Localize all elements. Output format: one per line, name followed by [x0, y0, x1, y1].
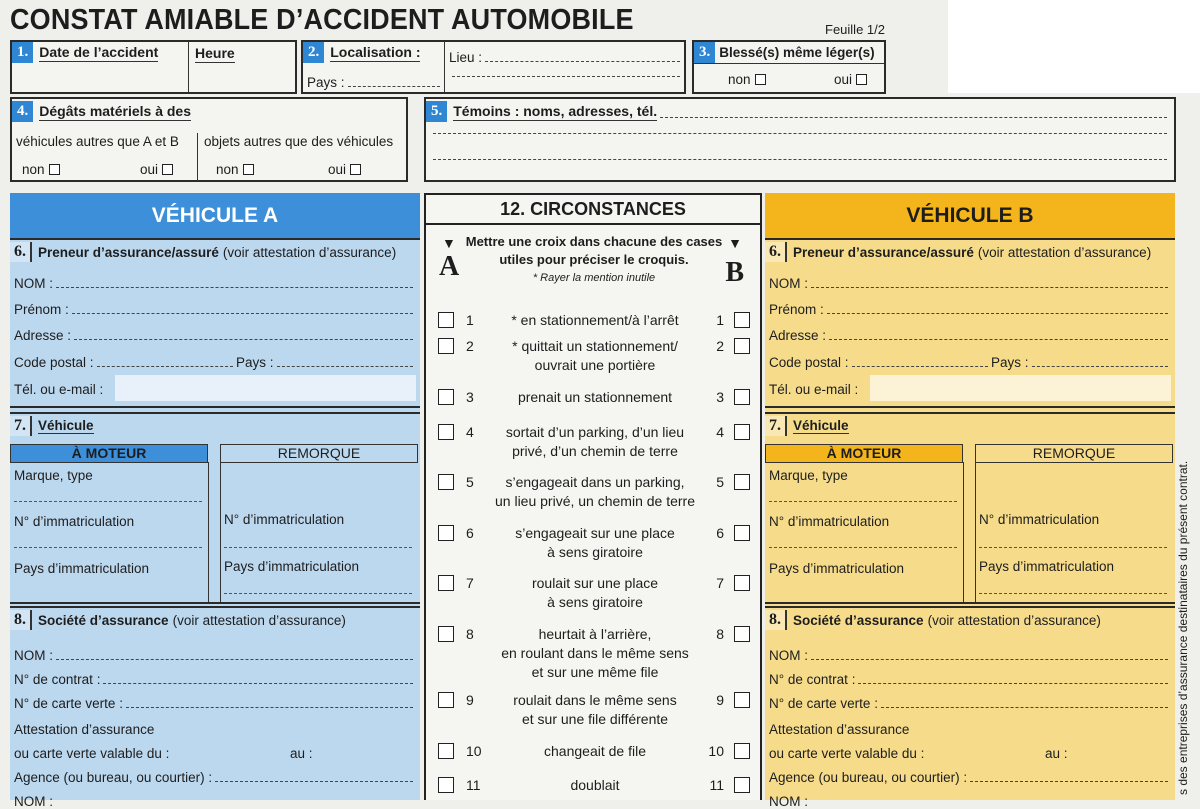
agence-field-label: Agence (ou bureau, ou courtier) : [769, 770, 968, 785]
remorque-header: REMORQUE [220, 444, 418, 463]
adresse-field-label: Adresse : [14, 328, 72, 343]
circumstance-row-2 [426, 335, 764, 375]
circumstance-text [488, 524, 702, 562]
circumstance-row-3 [426, 386, 764, 407]
column-a-label: A [439, 251, 460, 282]
column-divider [220, 462, 221, 602]
number-a: 6 [466, 525, 474, 541]
section-number: 7. [10, 416, 32, 436]
assureur-nom-field-label: NOM : [769, 648, 808, 663]
text-line: roulait sur une place [531, 575, 659, 591]
valable-du-field[interactable]: ou carte verte valable du : [14, 746, 170, 761]
assurance-label: Société d’assurance [793, 612, 924, 628]
circumstance-text [488, 574, 702, 612]
code-postal-field[interactable] [769, 355, 1171, 370]
dotted-line [852, 366, 988, 367]
section-7-vehicule [10, 412, 420, 604]
checkbox-a[interactable] [438, 777, 454, 793]
tel-field[interactable] [14, 375, 416, 401]
section-8-assurance [765, 606, 1175, 809]
checkbox-a[interactable] [438, 389, 454, 405]
checkbox-a[interactable] [438, 692, 454, 708]
instruction-note: * Rayer la mention inutile [532, 272, 656, 284]
checkbox[interactable] [350, 164, 361, 175]
immat-label: N° d’immatriculation [14, 514, 135, 529]
preneur-note: (voir attestation d’assurance) [222, 244, 397, 260]
number-b: 6 [716, 525, 724, 541]
number-b: 3 [716, 389, 724, 405]
contrat-field-label: N° de contrat : [14, 672, 101, 687]
circumstance-row-9 [426, 689, 764, 729]
tel-field[interactable] [769, 375, 1171, 401]
vehicule-label: Véhicule [38, 418, 94, 433]
text-line: sortait d’un parking, d’un lieu [505, 424, 685, 440]
degats-label: Dégâts matériels à des [39, 102, 191, 119]
number-a: 2 [466, 338, 474, 354]
adresse-field[interactable] [769, 328, 1171, 343]
agence-field[interactable] [769, 770, 1171, 785]
preneur-label: Preneur d’assurance/assuré [38, 244, 219, 260]
vehicules-oui[interactable] [140, 162, 173, 177]
date-input[interactable] [16, 70, 182, 90]
checkbox-b[interactable] [734, 525, 750, 541]
vehicle-header: VÉHICULE A [10, 193, 420, 238]
contrat-field[interactable] [14, 672, 416, 687]
remorque-immat-label: N° d’immatriculation [224, 512, 345, 527]
pays-immat-label: Pays d’immatriculation [14, 561, 150, 576]
number-b: 5 [716, 474, 724, 490]
text-line: heurtait à l’arrière, [538, 626, 652, 642]
checkbox-a[interactable] [438, 474, 454, 490]
text-line: s’engageait dans un parking, [505, 474, 685, 490]
checkbox[interactable] [162, 164, 173, 175]
carte-verte-field[interactable] [14, 696, 416, 711]
circumstance-row-4 [426, 421, 764, 461]
checkbox-b[interactable] [734, 312, 750, 328]
nom-field-label: NOM : [14, 276, 53, 291]
dotted-line [56, 287, 413, 288]
dotted-line [811, 287, 1168, 288]
number-a: 10 [466, 743, 482, 759]
oui-label: oui [328, 162, 347, 177]
objets-non[interactable] [216, 162, 254, 177]
dotted-line [970, 781, 1168, 782]
pays-label: Pays : [307, 75, 345, 90]
temoins-label: Témoins : noms, adresses, tél. [453, 102, 658, 119]
column-divider [975, 462, 976, 602]
dotted-line [74, 339, 413, 340]
number-a: 3 [466, 389, 474, 405]
remorque-pays-label: Pays d’immatriculation [979, 559, 1115, 574]
non-label: non [728, 72, 751, 87]
dotted-line [277, 366, 413, 367]
text-line: à sens giratoire [547, 544, 643, 560]
marque-label: Marque, type [14, 468, 93, 483]
section-header [10, 610, 346, 630]
tel-input[interactable] [115, 375, 416, 401]
immat-label: N° d’immatriculation [769, 514, 890, 529]
section-number: 1. [12, 42, 33, 63]
temoins-field[interactable] [426, 101, 1170, 122]
checkbox[interactable] [243, 164, 254, 175]
checkbox-a[interactable] [438, 424, 454, 440]
circumstance-row-8 [426, 623, 764, 682]
adresse-field[interactable] [14, 328, 416, 343]
assureur-nom-field[interactable] [14, 648, 416, 663]
dotted-line [215, 781, 413, 782]
instruction-line-1: Mettre une croix dans chacune des cases [465, 234, 723, 249]
circumstance-text [488, 337, 702, 375]
section-header [765, 610, 1101, 630]
dotted-line [126, 707, 413, 708]
checkbox-b[interactable] [734, 777, 750, 793]
text-line: * quittait un stationnement/ [512, 338, 678, 354]
text-line: doublait [570, 777, 620, 793]
section-8-assurance [10, 606, 420, 809]
section-5-temoins [424, 97, 1176, 182]
non-label: non [22, 162, 45, 177]
code-postal-field-label: Code postal : [14, 355, 94, 370]
instruction-line-2: utiles pour préciser le croquis. [499, 252, 689, 267]
checkbox-a[interactable] [438, 626, 454, 642]
section-number: 8. [765, 610, 787, 630]
assureur-nom-field-label: NOM : [14, 648, 53, 663]
checkbox-a[interactable] [438, 575, 454, 591]
section-2-localisation [301, 40, 686, 94]
number-b: 4 [716, 424, 724, 440]
assureur-nom-field[interactable] [769, 648, 1171, 663]
marque-label: Marque, type [769, 468, 848, 483]
number-a: 7 [466, 575, 474, 591]
assurance-note: (voir attestation d’assurance) [172, 612, 346, 628]
text-line: et sur une file différente [521, 711, 669, 727]
valable-du-field[interactable]: ou carte verte valable du : [769, 746, 925, 761]
blesses-label: Blessé(s) même léger(s) [719, 45, 875, 60]
dotted-line [811, 659, 1168, 660]
section-header [765, 242, 1151, 262]
prenom-field[interactable] [769, 302, 1171, 317]
circumstance-text [488, 742, 702, 761]
sheet-number: Feuille 1/2 [825, 22, 885, 37]
assurance-label: Société d’assurance [38, 612, 169, 628]
remorque-pays-input[interactable] [979, 578, 1167, 594]
section-1-date [10, 40, 297, 94]
number-b: 1 [716, 312, 724, 328]
circumstance-row-5 [426, 471, 764, 511]
circumstance-text [488, 625, 702, 682]
valable-au-field[interactable]: au : [1045, 746, 1068, 761]
remorque-pays-input[interactable] [224, 578, 412, 594]
number-b: 10 [708, 743, 724, 759]
tel-input[interactable] [870, 375, 1171, 401]
assurance-note: (voir attestation d’assurance) [927, 612, 1101, 628]
preneur-note: (voir attestation d’assurance) [977, 244, 1152, 260]
checkbox-a[interactable] [438, 338, 454, 354]
non-label: non [216, 162, 239, 177]
text-line: * en stationnement/à l’arrêt [511, 312, 679, 328]
section-6-preneur [765, 238, 1175, 408]
circumstance-text [488, 423, 702, 461]
dotted-line [97, 366, 233, 367]
text-line: s’engageait sur une place [515, 525, 675, 541]
section-3-blesses [692, 40, 886, 94]
number-a: 11 [466, 777, 481, 793]
dotted-line [1032, 366, 1168, 367]
agence-field[interactable] [14, 770, 416, 785]
code-postal-field-label: Code postal : [769, 355, 849, 370]
agence-nom-label: NOM : [769, 794, 808, 809]
immat-input[interactable] [769, 532, 957, 548]
dotted-line [103, 683, 413, 684]
vehicules-non[interactable] [22, 162, 60, 177]
circumstance-text [488, 473, 702, 511]
number-a: 9 [466, 692, 474, 708]
arrow-down-icon: ▼ [728, 235, 742, 251]
checkbox-b[interactable] [734, 626, 750, 642]
checkbox-b[interactable] [734, 575, 750, 591]
section-number: 3. [694, 42, 715, 63]
number-b: 9 [716, 692, 724, 708]
text-line: ouvrait une portière [534, 357, 656, 373]
checkbox-a[interactable] [438, 743, 454, 759]
form-title: CONSTAT AMIABLE D’ACCIDENT AUTOMOBILE [10, 4, 634, 36]
preneur-label: Preneur d’assurance/assuré [793, 244, 974, 260]
circumstance-text [488, 691, 702, 729]
circumstance-text [488, 776, 702, 795]
checkbox-b[interactable] [734, 338, 750, 354]
column-divider [208, 462, 209, 602]
attestation-label: Attestation d’assurance [769, 722, 910, 737]
column-b-label: B [725, 257, 744, 288]
section-number: 5. [426, 101, 447, 122]
checkbox-b[interactable] [734, 692, 750, 708]
circumstance-text [488, 311, 702, 330]
section-number: 7. [765, 416, 787, 436]
section-7-vehicule [765, 412, 1175, 604]
prenom-field-label: Prénom : [769, 302, 824, 317]
pays-field[interactable] [307, 75, 443, 90]
section-number: 2. [303, 42, 324, 63]
col1-label: véhicules autres que A et B [16, 134, 179, 149]
attestation-label: Attestation d’assurance [14, 722, 155, 737]
number-b: 2 [716, 338, 724, 354]
col2-label: objets autres que des véhicules [204, 134, 394, 149]
column-divider [963, 462, 964, 602]
section-header [765, 416, 849, 436]
checkbox-a[interactable] [438, 312, 454, 328]
number-a: 8 [466, 626, 474, 642]
checkbox-b[interactable] [734, 474, 750, 490]
remorque-header: REMORQUE [975, 444, 1173, 463]
checkbox[interactable] [49, 164, 60, 175]
marque-input[interactable] [769, 486, 957, 502]
prenom-field-label: Prénom : [14, 302, 69, 317]
contrat-field[interactable] [769, 672, 1171, 687]
section-header [10, 416, 94, 436]
nom-field[interactable] [769, 276, 1171, 291]
contrat-field-label: N° de contrat : [769, 672, 856, 687]
side-note: s des entreprises d’assurance destinataires du présent contrat. [1176, 460, 1190, 795]
circumstance-row-11 [426, 774, 764, 795]
number-a: 4 [466, 424, 474, 440]
code-postal-field-label-2: Pays : [236, 355, 274, 370]
carte-verte-field[interactable] [769, 696, 1171, 711]
code-postal-field-label-2: Pays : [991, 355, 1029, 370]
agence-field-label: Agence (ou bureau, ou courtier) : [14, 770, 213, 785]
section-number: 4. [12, 101, 33, 122]
section-header [10, 242, 396, 262]
agence-nom-label: NOM : [14, 794, 53, 809]
remorque-immat-input[interactable] [224, 532, 412, 548]
section-number: 8. [10, 610, 32, 630]
immat-input[interactable] [14, 532, 202, 548]
circumstance-row-10 [426, 740, 764, 761]
circumstance-row-7 [426, 572, 764, 612]
tel-label: Tél. ou e-mail : [14, 382, 104, 397]
remorque-pays-label: Pays d’immatriculation [224, 559, 360, 574]
vehicle-header: VÉHICULE B [765, 193, 1175, 238]
section-6-preneur [10, 238, 420, 408]
arrow-down-icon: ▼ [442, 235, 456, 251]
remorque-immat-label: N° d’immatriculation [979, 512, 1100, 527]
prenom-field[interactable] [14, 302, 416, 317]
pays-immat-label: Pays d’immatriculation [769, 561, 905, 576]
dotted-line [881, 707, 1168, 708]
circonstances-panel [424, 193, 762, 800]
dotted-line [829, 339, 1168, 340]
blank-area [948, 0, 1200, 93]
adresse-field-label: Adresse : [769, 328, 827, 343]
blesses-oui[interactable] [834, 72, 867, 87]
text-line: et sur une même file [531, 664, 659, 680]
blesses-non[interactable] [728, 72, 766, 87]
dotted-line [827, 313, 1168, 314]
heure-label: Heure [195, 45, 235, 61]
section-number: 6. [765, 242, 787, 262]
number-a: 5 [466, 474, 474, 490]
tel-label: Tél. ou e-mail : [769, 382, 859, 397]
valable-au-field[interactable]: au : [290, 746, 313, 761]
checkbox-b[interactable] [734, 743, 750, 759]
dotted-line [72, 313, 413, 314]
checkbox-a[interactable] [438, 525, 454, 541]
date-label: Date de l’accident [39, 43, 159, 60]
text-line: à sens giratoire [547, 594, 643, 610]
text-line: privé, d’un chemin de terre [512, 443, 678, 459]
number-b: 8 [716, 626, 724, 642]
circumstance-text [488, 388, 702, 407]
lieu-label: Lieu : [449, 50, 483, 65]
checkbox[interactable] [856, 74, 867, 85]
nom-field[interactable] [14, 276, 416, 291]
section-4-degats [10, 97, 408, 182]
dotted-line [56, 659, 413, 660]
number-a: 1 [466, 312, 474, 328]
carte-verte-field-label: N° de carte verte : [769, 696, 878, 711]
number-b: 11 [709, 777, 724, 793]
text-line: roulait dans le même sens [513, 692, 677, 708]
checkbox[interactable] [755, 74, 766, 85]
heure-input[interactable] [194, 70, 289, 90]
nom-field-label: NOM : [769, 276, 808, 291]
checkbox-b[interactable] [734, 424, 750, 440]
objets-oui[interactable] [328, 162, 361, 177]
oui-label: oui [140, 162, 159, 177]
text-line: changeait de file [544, 743, 646, 759]
circumstance-row-1 [426, 309, 764, 330]
remorque-immat-input[interactable] [979, 532, 1167, 548]
vehicule-label: Véhicule [793, 418, 849, 433]
lieu-field[interactable] [449, 50, 683, 65]
localisation-label: Localisation : [330, 43, 421, 60]
carte-verte-field-label: N° de carte verte : [14, 696, 123, 711]
circumstance-row-6 [426, 522, 764, 562]
marque-input[interactable] [14, 486, 202, 502]
code-postal-field[interactable] [14, 355, 416, 370]
number-b: 7 [716, 575, 724, 591]
checkbox-b[interactable] [734, 389, 750, 405]
section-number: 6. [10, 242, 32, 262]
text-line: en roulant dans le même sens [501, 645, 689, 661]
dotted-line [858, 683, 1168, 684]
text-line: un lieu privé, un chemin de terre [495, 493, 695, 509]
circonstances-title: 12. CIRCONSTANCES [426, 195, 760, 225]
moteur-header: À MOTEUR [10, 444, 208, 463]
moteur-header: À MOTEUR [765, 444, 963, 463]
oui-label: oui [834, 72, 853, 87]
text-line: prenait un stationnement [517, 389, 673, 405]
